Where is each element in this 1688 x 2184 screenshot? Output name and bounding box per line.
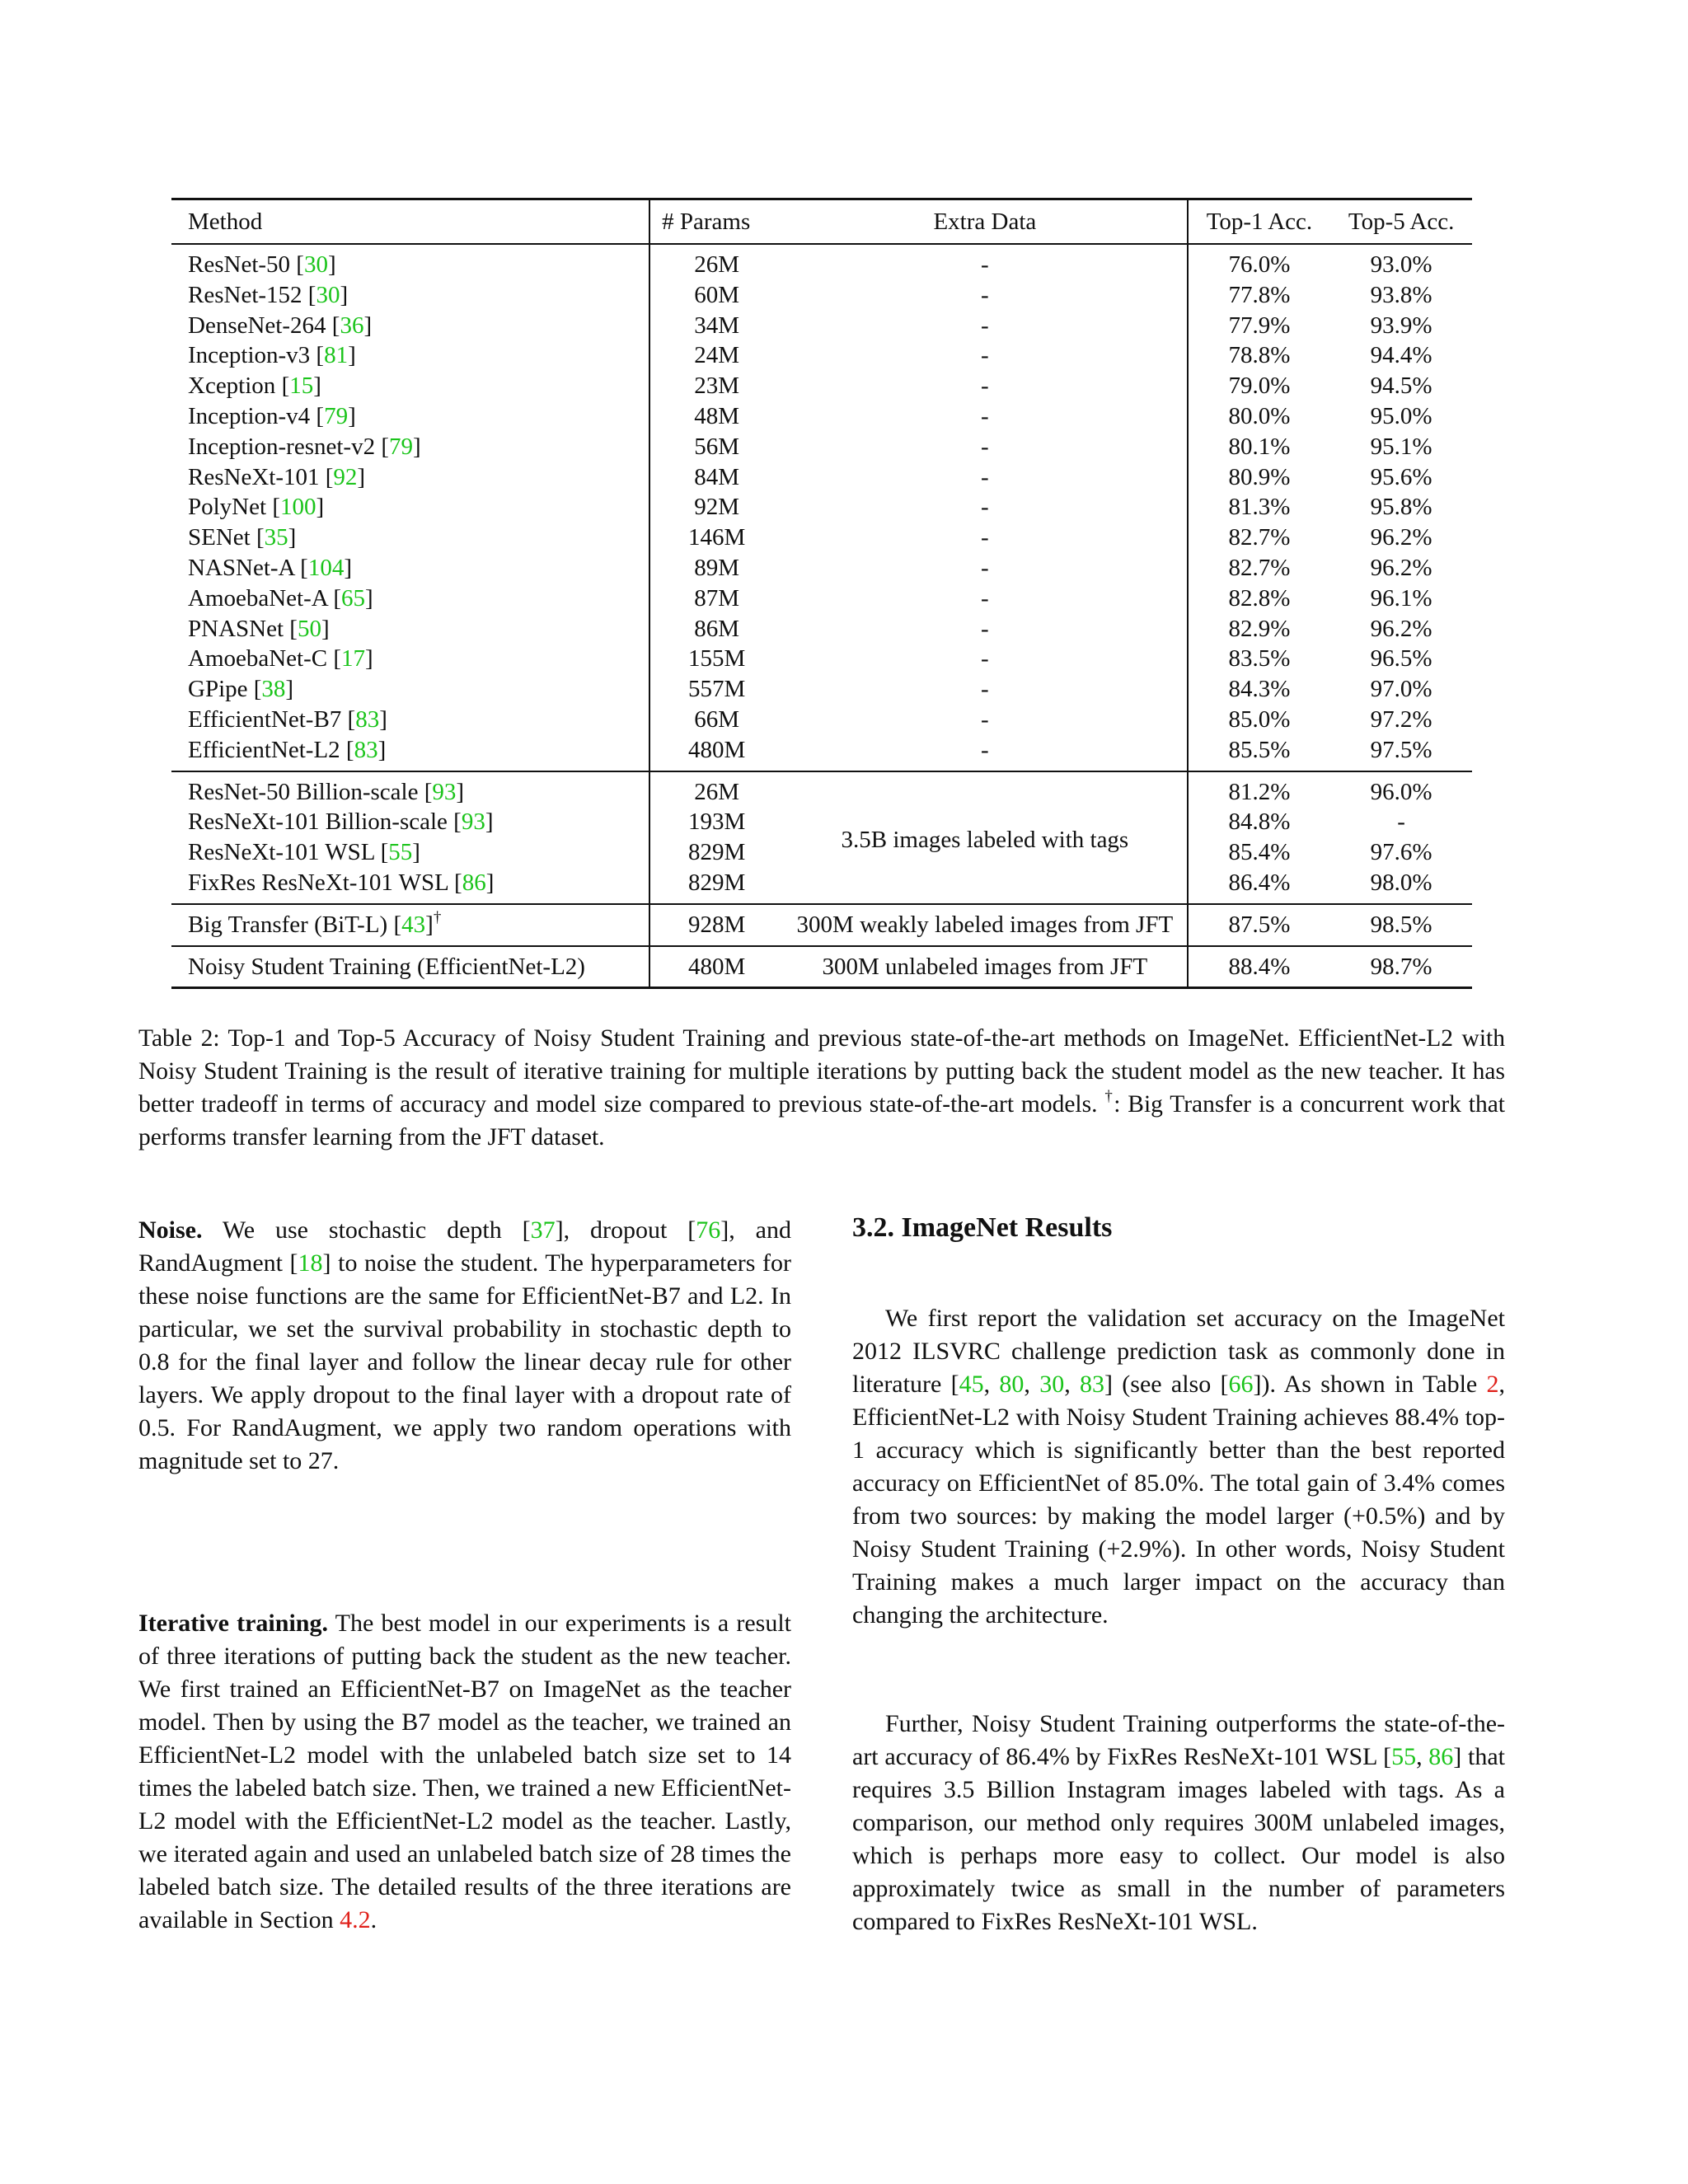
cell-method (171, 946, 649, 988)
paragraph-results-2 (852, 1708, 1505, 1938)
cell-params: 829M (649, 868, 783, 904)
citation-link[interactable]: 79 (389, 433, 413, 460)
citation-link[interactable]: 93 (461, 808, 485, 836)
section-heading: 3.2. ImageNet Results (852, 1212, 1113, 1243)
caption-text: Table 2: Top-1 and Top-5 Accuracy of Noisy Student Training and previous state-of-the-art methods on ImageNet. EfficientNet-L2 with Noisy Student Training is the result of iterative training for multiple iterations by putting back the student model as the new teacher. It has better tradeoff in terms of accuracy and model size compared to previous state-of-the-art models. (138, 1025, 1505, 1118)
table-header-row (171, 199, 1472, 245)
cell-method: AmoebaNet-C [17] (188, 645, 373, 673)
method-name: AmoebaNet-A (188, 584, 328, 612)
cell-top5: 96.2% (1370, 524, 1432, 551)
header-top1: Top-1 Acc. (1206, 208, 1313, 235)
runin-iterative: Iterative training. (138, 1610, 328, 1637)
cell-top1: 77.8% (1228, 281, 1291, 308)
cell-extra-data: - (783, 674, 1188, 705)
method-name: ResNet-50 (188, 251, 291, 278)
cell-params: 60M (649, 280, 783, 311)
cell-top5: 98.0% (1370, 869, 1432, 896)
cell-method: Inception-v4 [79] (188, 402, 356, 429)
text: . (370, 1906, 377, 1933)
table-row (171, 583, 1472, 614)
cell-top5: 96.2% (1370, 615, 1432, 642)
text: ] that requires 3.5 Billion Instagram images labeled with tags. As a comparison, our method only requires 300M unlabeled images, which is perhaps more easy to collect. Our model is also approximately twice as small in the number of parameters compared to FixRes ResNeXt-101 WSL. (852, 1743, 1505, 1935)
text: Further, Noisy Student Training outperforms the state-of-the-art accuracy of 86.4% by FixRes ResNeXt-101 WSL [ (852, 1710, 1505, 1770)
cell-top1: 82.8% (1228, 584, 1291, 612)
text: , (1024, 1371, 1040, 1398)
method-name: Xception (188, 373, 276, 400)
citation-link[interactable]: 81 (324, 342, 349, 369)
header-params: # Params (649, 199, 783, 245)
citation-link[interactable]: 50 (297, 615, 321, 642)
cell-method: Big Transfer (BiT-L) [43]† (188, 908, 442, 938)
cell-method: NASNet-A [104] (188, 554, 352, 581)
cell-method: Inception-resnet-v2 [79] (188, 433, 421, 460)
cell-params: 24M (649, 340, 783, 371)
cell-extra-data: - (783, 583, 1188, 614)
cell-params: 66M (649, 705, 783, 735)
citation-link[interactable]: 83 (354, 736, 378, 763)
header-top5: Top-5 Acc. (1348, 208, 1455, 235)
table-row (171, 340, 1472, 371)
cell-extra-data: - (783, 492, 1188, 523)
method-name: NASNet-A (188, 554, 294, 581)
table-row (171, 244, 1472, 280)
cell-method: PolyNet [100] (188, 494, 325, 521)
method-name: ResNeXt-101 (188, 463, 320, 490)
cell-extra-data: - (783, 401, 1188, 432)
table-row (171, 492, 1472, 523)
citation-link[interactable]: 18 (298, 1249, 323, 1277)
method-name: Inception-resnet-v2 (188, 433, 376, 460)
cell-extra-data: - (783, 244, 1188, 280)
cell-extra-data: - (783, 705, 1188, 735)
cell-method: ResNet-50 Billion-scale [93] (188, 778, 465, 805)
text: We use stochastic depth [ (202, 1216, 531, 1244)
cell-method: SENet [35] (188, 524, 297, 551)
text: ] (see also [ (1104, 1371, 1229, 1398)
header-extra-data: Extra Data (783, 199, 1188, 245)
cell-method: GPipe [38] (188, 676, 294, 703)
cell-top1: 88.4% (1228, 953, 1291, 980)
cell-extra-data: - (783, 523, 1188, 553)
cell-top1: 81.2% (1228, 778, 1291, 805)
method-name: AmoebaNet-C (188, 645, 328, 673)
cell-params: 193M (649, 807, 783, 837)
citation-link[interactable]: 43 (401, 911, 426, 938)
cell-top1: 84.8% (1228, 808, 1291, 836)
method-name: Big Transfer (BiT-L) (188, 911, 388, 938)
cell-method: ResNet-152 [30] (188, 281, 349, 308)
cell-extra-data: - (783, 462, 1188, 493)
cell-top5: 96.0% (1370, 778, 1432, 805)
citation-link[interactable]: 65 (341, 584, 366, 612)
method-name: PNASNet (188, 615, 284, 642)
cell-top5: 98.7% (1370, 953, 1432, 980)
cell-top5: 94.4% (1370, 342, 1432, 369)
caption-text-end: : Big Transfer is a concurrent work that performs transfer learning from the JFT dataset. (138, 1091, 1505, 1151)
paragraph-iterative-training (138, 1607, 791, 1937)
cell-method: PNASNet [50] (188, 615, 330, 642)
cell-params: 48M (649, 401, 783, 432)
citation-link[interactable]: 83 (1080, 1371, 1104, 1398)
table-row (171, 771, 1472, 808)
table-link[interactable]: 2 (1486, 1371, 1499, 1398)
cell-top1: 80.0% (1228, 402, 1291, 429)
cell-method: ResNeXt-101 Billion-scale [93] (188, 808, 494, 836)
cell-top1: 85.4% (1228, 839, 1291, 866)
cell-params: 829M (649, 837, 783, 868)
paragraph-noise (138, 1214, 791, 1478)
text: The best model in our experiments is a result of three iterations of putting back the student as the new teacher. We first trained an EfficientNet-B7 on ImageNet as the teacher model. Then by using the B7 model as the teacher, we trained an EfficientNet-L2 model with the unlabeled batch size set to 14 times the labeled batch size. Then, we trained a new EfficientNet-L2 model with the EfficientNet-L2 model as the teacher. Lastly, we iterated again and used an unlabeled batch size of 28 times the labeled batch size. The detailed results of the three iterations are available in Section (138, 1610, 792, 1933)
results-table (171, 198, 1472, 989)
text: ], and RandAugment [ (138, 1216, 791, 1277)
cell-params: 92M (649, 492, 783, 523)
citation-link[interactable]: 55 (388, 839, 413, 866)
cell-extra-data: - (783, 280, 1188, 311)
table-row (171, 674, 1472, 705)
cell-extra-data: - (783, 614, 1188, 644)
method-name: Inception-v4 (188, 402, 311, 429)
citation-link[interactable]: 37 (530, 1216, 556, 1244)
table-row (171, 523, 1472, 553)
table-row (171, 735, 1472, 771)
method-name: EfficientNet-L2 (188, 736, 340, 763)
cell-params: 84M (649, 462, 783, 493)
table-body (171, 244, 1472, 988)
cell-method: ResNeXt-101 [92] (188, 463, 366, 490)
cell-params: 86M (649, 614, 783, 644)
table-row (171, 311, 1472, 341)
cell-top1: 79.0% (1228, 373, 1291, 400)
citation-link[interactable]: 93 (432, 778, 457, 805)
cell-top1: 78.8% (1228, 342, 1291, 369)
cell-extra-data: - (783, 432, 1188, 462)
cell-method: EfficientNet-L2 [83] (188, 736, 387, 763)
cell-top1: 81.3% (1228, 494, 1291, 521)
method-name: SENet (188, 524, 251, 551)
table-row (171, 371, 1472, 401)
citation-link[interactable]: 30 (303, 251, 328, 278)
method-name: ResNet-50 Billion-scale (188, 778, 419, 805)
method-name: ResNet-152 (188, 281, 302, 308)
section-link[interactable]: 4.2 (340, 1906, 371, 1933)
method-name: FixRes ResNeXt-101 WSL (188, 869, 448, 896)
table-row (171, 705, 1472, 735)
cell-extra-data: 300M weakly labeled images from JFT (783, 904, 1188, 946)
cell-top5: 93.0% (1370, 251, 1432, 278)
citation-link[interactable]: 55 (1391, 1743, 1417, 1770)
dagger-mark: † (433, 908, 442, 926)
citation-link[interactable]: 92 (333, 463, 358, 490)
citation-link[interactable]: 100 (279, 494, 316, 521)
cell-params: 23M (649, 371, 783, 401)
table-row (171, 432, 1472, 462)
cell-top1: 77.9% (1228, 312, 1291, 339)
cell-method: EfficientNet-B7 [83] (188, 705, 387, 733)
citation-link[interactable]: 30 (316, 281, 340, 308)
cell-params: 56M (649, 432, 783, 462)
cell-top5: 95.0% (1370, 402, 1432, 429)
citation-link[interactable]: 79 (324, 402, 349, 429)
table-row (171, 462, 1472, 493)
table-row (171, 401, 1472, 432)
text: , (983, 1371, 1000, 1398)
cell-top1: 84.3% (1228, 676, 1291, 703)
citation-link[interactable]: 30 (1039, 1371, 1065, 1398)
cell-top5: 97.5% (1370, 736, 1432, 763)
method-name: DenseNet-264 (188, 312, 326, 339)
cell-top1: 82.7% (1228, 554, 1291, 581)
cell-top5: 95.6% (1370, 463, 1432, 490)
citation-link[interactable]: 66 (1228, 1371, 1254, 1398)
text: , (1064, 1371, 1080, 1398)
table-row (171, 553, 1472, 583)
cell-extra-data: - (783, 340, 1188, 371)
cell-top5: 96.5% (1370, 645, 1432, 673)
citation-link[interactable]: 76 (696, 1216, 721, 1244)
citation-link[interactable]: 15 (289, 373, 314, 400)
cell-params: 26M (649, 244, 783, 280)
cell-method: Xception [15] (188, 373, 321, 400)
text: ], dropout [ (555, 1216, 696, 1244)
cell-top5: 96.2% (1370, 554, 1432, 581)
runin-noise: Noise. (138, 1216, 203, 1244)
cell-top5: 97.0% (1370, 676, 1432, 703)
cell-method: AmoebaNet-A [65] (188, 584, 373, 612)
method-name: ResNeXt-101 Billion-scale (188, 808, 448, 836)
citation-link[interactable]: 38 (261, 676, 286, 703)
text: ] to noise the student. The hyperparameters for these noise functions are the same for EfficientNet-B7 and L2. In particular, we set the survival probability in stochastic depth to 0.8 for the final layer and follow the linear decay rule for other layers. We apply dropout to the final layer with a dropout rate of 0.5. For RandAugment, we apply two random operations with magnitude set to 27. (138, 1249, 791, 1474)
table-row (171, 280, 1472, 311)
cell-params: 34M (649, 311, 783, 341)
cell-top5: 93.8% (1370, 281, 1432, 308)
cell-params: 928M (649, 904, 783, 946)
cell-top1: 86.4% (1228, 869, 1291, 896)
citation-link[interactable]: 83 (355, 705, 380, 733)
table-row (171, 644, 1472, 674)
table-caption (138, 1022, 1505, 1154)
cell-top1: 80.1% (1228, 433, 1291, 460)
citation-link[interactable]: 35 (264, 524, 288, 551)
cell-top1: 80.9% (1228, 463, 1291, 490)
method-name: Inception-v3 (188, 342, 311, 369)
citation-link[interactable]: 104 (307, 554, 345, 581)
method-name: GPipe (188, 676, 248, 703)
cell-top5: 95.1% (1370, 433, 1432, 460)
cell-params: 146M (649, 523, 783, 553)
citation-link[interactable]: 86 (1428, 1743, 1454, 1770)
method-name: EfficientNet-B7 (188, 705, 342, 733)
cell-extra-data: - (783, 735, 1188, 771)
cell-method: ResNet-50 [30] (188, 251, 336, 278)
cell-top1: 85.0% (1228, 705, 1291, 733)
cell-top1: 82.9% (1228, 615, 1291, 642)
table-row (171, 904, 1472, 946)
cell-params: 480M (649, 946, 783, 988)
text: We first report the validation set accuracy on the ImageNet 2012 ILSVRC challenge prediction task as commonly done in literature [ (852, 1305, 1505, 1398)
citation-link[interactable]: 86 (462, 869, 486, 896)
cell-method: DenseNet-264 [36] (188, 312, 373, 339)
text: , (1416, 1743, 1429, 1770)
cell-params: 89M (649, 553, 783, 583)
cell-top1: 87.5% (1228, 911, 1291, 938)
cell-top5: 97.6% (1370, 839, 1432, 866)
cell-top1: 82.7% (1228, 524, 1291, 551)
cell-top5: 93.9% (1370, 312, 1432, 339)
cell-extra-data: - (783, 553, 1188, 583)
cell-params: 557M (649, 674, 783, 705)
cell-top1: 85.5% (1228, 736, 1291, 763)
cell-method: FixRes ResNeXt-101 WSL [86] (188, 869, 495, 896)
cell-params: 26M (649, 771, 783, 808)
cell-top5: 98.5% (1370, 911, 1432, 938)
text: , EfficientNet-L2 with Noisy Student Training achieves 88.4% top-1 accuracy which is significantly better than the best reported accuracy on EfficientNet of 85.0%. The total gain of 3.4% comes from two sources: by making the model larger (+0.5%) and by Noisy Student Training (+2.9%). In other words, Noisy Student Training makes a much larger impact on the accuracy than changing the architecture. (852, 1371, 1506, 1629)
cell-top5: - (1397, 808, 1405, 836)
cell-extra-data-merged: 3.5B images labeled with tags (783, 771, 1188, 904)
cell-extra-data: 300M unlabeled images from JFT (783, 946, 1188, 988)
method-name: PolyNet (188, 494, 267, 521)
caption-dagger: † (1104, 1088, 1114, 1105)
cell-params: 155M (649, 644, 783, 674)
citation-link[interactable]: 17 (341, 645, 366, 673)
table-row-ours (171, 946, 1472, 988)
table-row (171, 614, 1472, 644)
cell-extra-data: - (783, 311, 1188, 341)
citation-link[interactable]: 45 (959, 1371, 984, 1398)
cell-top5: 96.1% (1370, 584, 1432, 612)
cell-top1: 76.0% (1228, 251, 1291, 278)
cell-method: Inception-v3 [81] (188, 342, 356, 369)
method-name: Noisy Student Training (EfficientNet-L2) (188, 953, 585, 980)
method-name: ResNeXt-101 WSL (188, 839, 375, 866)
cell-top1: 83.5% (1228, 645, 1291, 673)
cell-extra-data: - (783, 644, 1188, 674)
cell-top5: 97.2% (1370, 705, 1432, 733)
cell-extra-data: - (783, 371, 1188, 401)
cell-top5: 94.5% (1370, 373, 1432, 400)
citation-link[interactable]: 36 (340, 312, 364, 339)
paragraph-results-1 (852, 1302, 1505, 1632)
cell-top5: 95.8% (1370, 494, 1432, 521)
cell-params: 480M (649, 735, 783, 771)
text: ]). As shown in Table (1253, 1371, 1487, 1398)
cell-method: ResNeXt-101 WSL [55] (188, 839, 420, 866)
header-method: Method (188, 208, 263, 235)
cell-params: 87M (649, 583, 783, 614)
citation-link[interactable]: 80 (999, 1371, 1025, 1398)
